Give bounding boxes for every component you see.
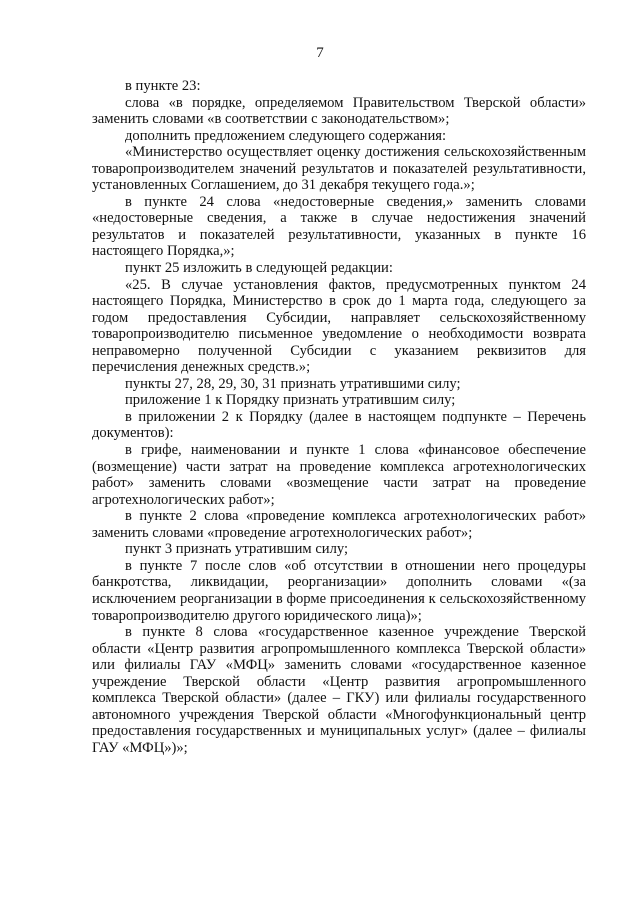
paragraph: пункт 3 признать утратившим силу; — [125, 541, 349, 558]
paragraph: слова «в порядке, определяемом Правительством Тверской области» заменить словами «в соответствии с законодательством»; — [92, 94, 586, 128]
paragraph: в пункте 2 слова «проведение комплекса агротехнологических работ» заменить словами «проведение агротехнологических работ»; — [92, 508, 586, 541]
paragraph: в пункте 7 после слов «об отсутствии в отношении него процедуры банкротства, ликвидации, реорганизации» дополнить словами «(за исключением реорганизации в форме присоединения к сельскохозяйственному товаропроизводителю другого юридического лица)»; — [92, 557, 586, 624]
paragraph: в пункте 23: — [125, 78, 201, 94]
paragraph: в пункте 24 слова «недостоверные сведения,» заменить словами «недостоверные сведения, а также в случае недостижения значений результатов и показателей результативности, указанных в пункте 16 настоящего Порядка,»; — [92, 193, 586, 260]
paragraph: пункты 27, 28, 29, 30, 31 признать утратившими силу; — [125, 375, 461, 392]
paragraph: «Министерство осуществляет оценку достижения сельскохозяйственным товаропроизводителем значений результатов и показателей результативности, установленных Соглашением, до 31 декабря текущего года.»; — [92, 144, 586, 194]
paragraph: пункт 25 изложить в следующей редакции: — [125, 260, 393, 277]
paragraph: дополнить предложением следующего содержания: — [125, 127, 447, 144]
paragraph: в грифе, наименовании и пункте 1 слова «финансовое обеспечение (возмещение) части затрат на проведение комплекса агротехнологических работ» заменить словами «возмещение части затрат на проведение агротехнологических работ»; — [92, 442, 586, 508]
paragraph: приложение 1 к Порядку признать утратившим силу; — [125, 392, 456, 409]
paragraph: в приложении 2 к Порядку (далее в настоящем подпункте – Перечень документов): — [92, 408, 586, 442]
paragraph: в пункте 8 слова «государственное казенное учреждение Тверской области «Центр развития агропромышленного комплекса Тверской области» или филиалы ГАУ «МФЦ» заменить словами «государственное казенное учреждение Тверской области «Центр развития агропромышленного комплекса Тверской области» (далее – ГКУ) или филиалы государственного автономного учреждения Тверской области «Многофункциональный центр предоставления государственных и муниципальных услуг» (далее – филиалы ГАУ «МФЦ»)»; — [92, 624, 586, 756]
page-number: 7 — [316, 45, 324, 61]
document-body — [92, 78, 586, 756]
paragraph: «25. В случае установления фактов, предусмотренных пунктом 24 настоящего Порядка, Министерство в срок до 1 марта года, следующего за годом предоставления Субсидии, направляет сельскохозяйственному товаропроизводителю письменное уведомление о необходимости возврата неправомерно полученной Субсидии с указанием реквизитов для перечисления денежных средств.»; — [92, 276, 586, 376]
